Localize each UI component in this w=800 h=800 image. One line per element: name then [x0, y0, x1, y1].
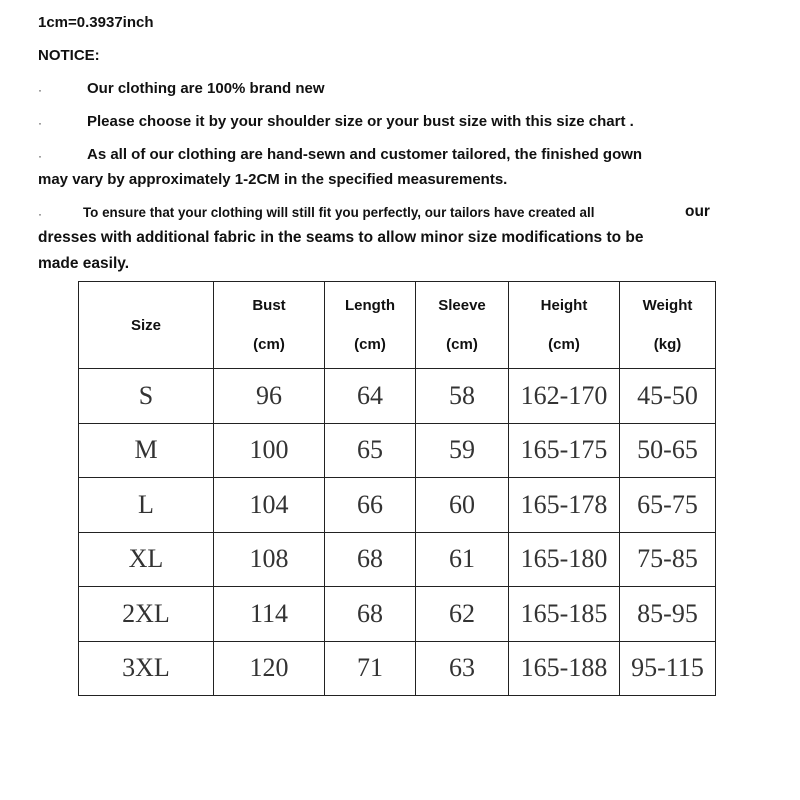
cell-bust: 100 [214, 423, 325, 478]
header-length: Length (cm) [325, 282, 416, 369]
cell-size: M [79, 423, 214, 478]
cell-bust: 120 [214, 641, 325, 696]
table-row [79, 423, 716, 478]
table-row [79, 587, 716, 642]
cell-length: 68 [325, 532, 416, 587]
cell-sleeve: 60 [416, 478, 509, 533]
header-weight: Weight (kg) [620, 282, 716, 369]
header-size: Size [79, 282, 214, 369]
header-bust: Bust (cm) [214, 282, 325, 369]
table-header-row [79, 282, 716, 369]
notice-text: may vary by approximately 1-2CM in the specified measurements. [38, 171, 508, 188]
notice-text: Please choose it by your shoulder size or your bust size with this size chart . [87, 113, 634, 130]
size-chart-table [78, 281, 716, 696]
cell-size: 3XL [79, 641, 214, 696]
notice-text: To ensure that your clothing will still fit you perfectly, our tailors have created all [83, 205, 595, 220]
cell-bust: 104 [214, 478, 325, 533]
table-row [79, 478, 716, 533]
cell-height: 165-178 [509, 478, 620, 533]
cell-length: 65 [325, 423, 416, 478]
cell-size: S [79, 369, 214, 424]
header-sleeve: Sleeve (cm) [416, 282, 509, 369]
cell-weight: 95-115 [620, 641, 716, 696]
cell-weight: 50-65 [620, 423, 716, 478]
cell-bust: 108 [214, 532, 325, 587]
cell-height: 165-175 [509, 423, 620, 478]
cell-bust: 114 [214, 587, 325, 642]
cell-length: 66 [325, 478, 416, 533]
cell-length: 64 [325, 369, 416, 424]
cell-sleeve: 61 [416, 532, 509, 587]
cell-height: 165-188 [509, 641, 620, 696]
cell-size: XL [79, 532, 214, 587]
notice-text: As all of our clothing are hand-sewn and customer tailored, the finished gown [87, 146, 643, 163]
cell-size: L [79, 478, 214, 533]
table-row [79, 369, 716, 424]
notice-title: NOTICE: [38, 47, 100, 64]
cell-height: 165-180 [509, 532, 620, 587]
cell-size: 2XL [79, 587, 214, 642]
unit-conversion: 1cm=0.3937inch [38, 14, 154, 31]
table-row [79, 532, 716, 587]
cell-length: 71 [325, 641, 416, 696]
cell-weight: 65-75 [620, 478, 716, 533]
cell-length: 68 [325, 587, 416, 642]
cell-weight: 45-50 [620, 369, 716, 424]
cell-sleeve: 63 [416, 641, 509, 696]
header-height: Height (cm) [509, 282, 620, 369]
bullet: · [38, 83, 42, 97]
notice-text: dresses with additional fabric in the seams to allow minor size modifications to be [38, 229, 644, 246]
cell-sleeve: 59 [416, 423, 509, 478]
cell-weight: 85-95 [620, 587, 716, 642]
cell-height: 162-170 [509, 369, 620, 424]
cell-sleeve: 58 [416, 369, 509, 424]
table-row [79, 641, 716, 696]
bullet: · [38, 149, 42, 163]
bullet: · [38, 116, 42, 130]
cell-weight: 75-85 [620, 532, 716, 587]
cell-bust: 96 [214, 369, 325, 424]
cell-height: 165-185 [509, 587, 620, 642]
notice-text: Our clothing are 100% brand new [87, 80, 325, 97]
notice-text: our [685, 203, 710, 220]
bullet: · [38, 207, 42, 221]
cell-sleeve: 62 [416, 587, 509, 642]
notice-text: made easily. [38, 255, 130, 272]
